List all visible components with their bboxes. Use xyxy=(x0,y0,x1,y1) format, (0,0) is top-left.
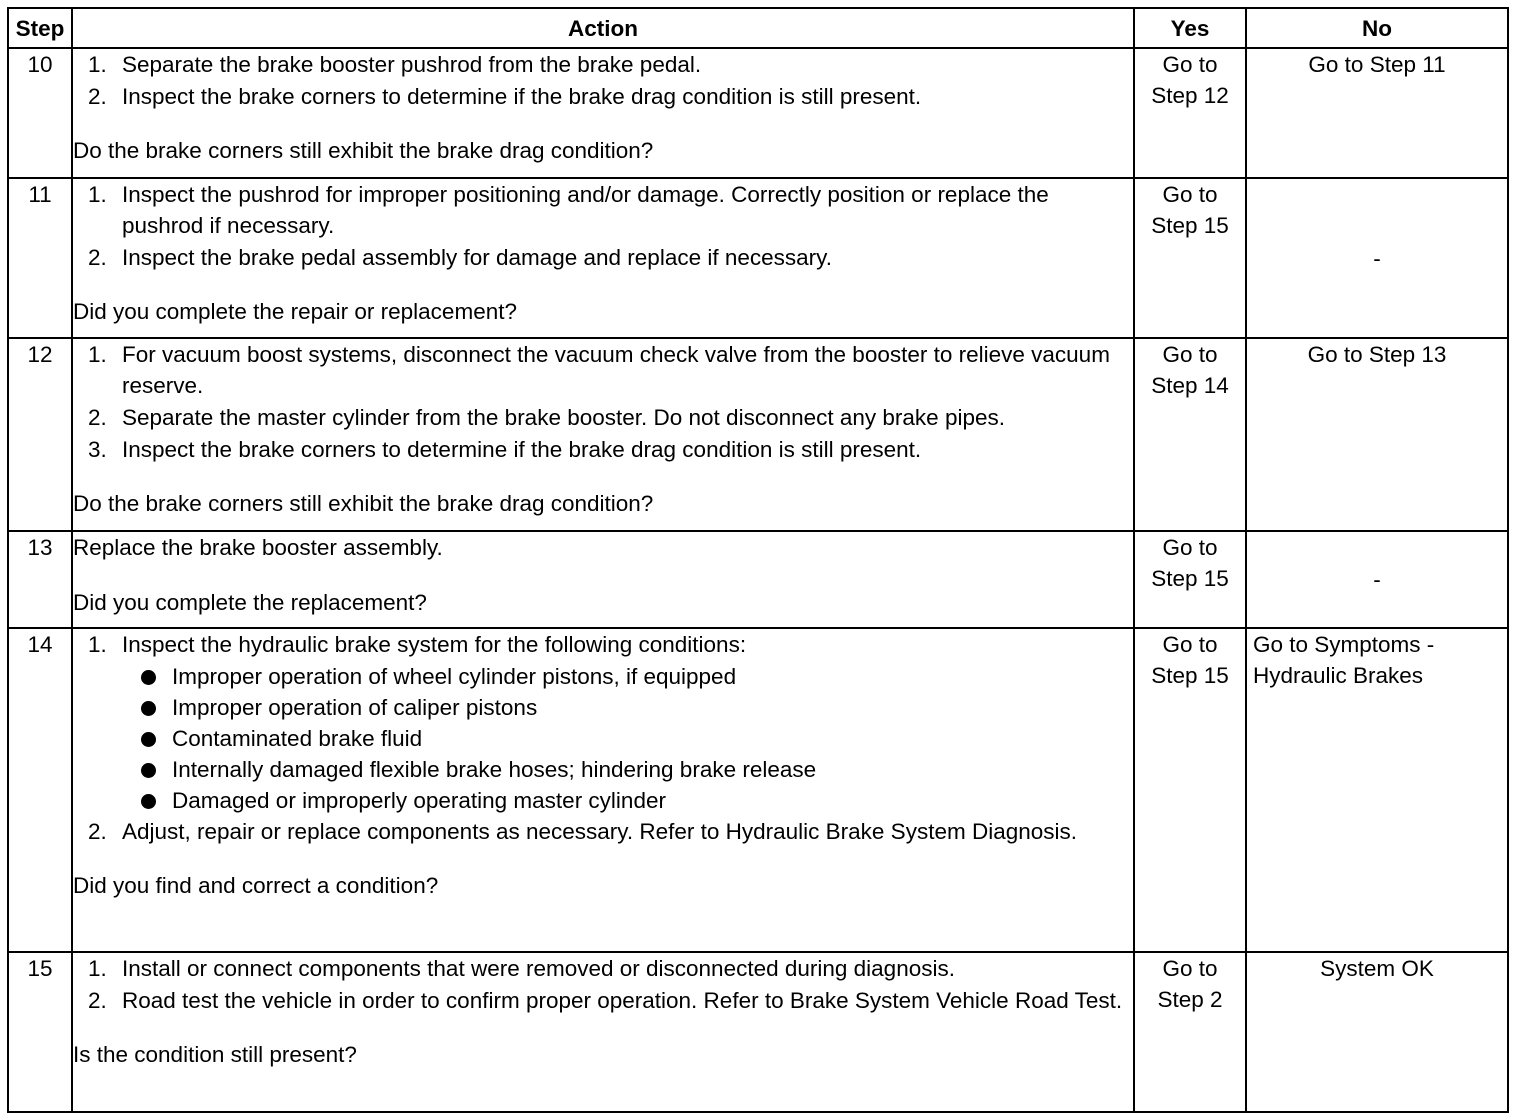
table-row xyxy=(8,628,1508,952)
question-text: Do the brake corners still exhibit the brake drag condition? xyxy=(73,138,654,163)
no-cell: Go to Symptoms - Hydraulic Brakes xyxy=(1246,628,1508,952)
header-step: Step xyxy=(8,8,72,48)
table-row xyxy=(8,531,1508,628)
list-item: 2. Separate the master cylinder from the brake booster. Do not disconnect any brake pipes. xyxy=(88,405,1005,430)
list-item: 1. Inspect the hydraulic brake system for the following conditions: xyxy=(88,632,747,657)
table-row xyxy=(8,178,1508,338)
question-text: Is the condition still present? xyxy=(73,1042,357,1067)
list-item: 1. Separate the brake booster pushrod from the brake pedal. xyxy=(88,52,702,77)
header-no: No xyxy=(1246,8,1508,48)
action-cell xyxy=(72,338,1134,531)
yes-cell: Go to Step 15 xyxy=(1134,628,1246,952)
bullet-item: Improper operation of wheel cylinder pistons, if equipped xyxy=(73,661,1133,692)
yes-cell: Go to Step 15 xyxy=(1134,531,1246,628)
action-cell xyxy=(72,48,1134,178)
bullet-item: Contaminated brake fluid xyxy=(73,723,1133,754)
action-cell xyxy=(72,952,1134,1112)
step-number: 11 xyxy=(8,178,72,338)
yes-cell: Go to Step 14 xyxy=(1134,338,1246,531)
no-cell: - xyxy=(1246,178,1508,338)
header-action: Action xyxy=(72,8,1134,48)
bullet-icon xyxy=(141,701,156,716)
action-cell xyxy=(72,531,1134,628)
yes-cell: Go to Step 12 xyxy=(1134,48,1246,178)
table-row xyxy=(8,952,1508,1112)
step-number: 15 xyxy=(8,952,72,1112)
no-cell: Go to Step 11 xyxy=(1246,48,1508,178)
bullet-icon xyxy=(141,794,156,809)
bullet-icon xyxy=(141,732,156,747)
table-row xyxy=(8,48,1508,178)
bullet-item: Improper operation of caliper pistons xyxy=(73,692,1133,723)
list-item: 2. Adjust, repair or replace components as necessary. Refer to Hydraulic Brake System Diagnosis. xyxy=(88,819,1077,844)
action-cell xyxy=(72,628,1134,952)
table-row xyxy=(8,338,1508,531)
question-text: Do the brake corners still exhibit the brake drag condition? xyxy=(73,491,654,516)
instruction-text: Replace the brake booster assembly. xyxy=(73,535,443,560)
step-number: 13 xyxy=(8,531,72,628)
step-number: 14 xyxy=(8,628,72,952)
list-item: 2. Inspect the brake corners to determine if the brake drag condition is still present. xyxy=(88,84,922,109)
step-number: 12 xyxy=(8,338,72,531)
step-number: 10 xyxy=(8,48,72,178)
list-item: 3. Inspect the brake corners to determine if the brake drag condition is still present. xyxy=(88,437,922,462)
question-text: Did you complete the replacement? xyxy=(73,590,427,615)
bullet-item: Damaged or improperly operating master cylinder xyxy=(73,785,1133,816)
bullet-icon xyxy=(141,670,156,685)
action-cell xyxy=(72,178,1134,338)
header-row xyxy=(8,8,1508,48)
yes-cell: Go to Step 15 xyxy=(1134,178,1246,338)
no-cell: - xyxy=(1246,531,1508,628)
list-item: 2. Road test the vehicle in order to confirm proper operation. Refer to Brake System Vehicle Road Test. xyxy=(88,988,1123,1013)
bullet-icon xyxy=(141,763,156,778)
list-item: 1. Inspect the pushrod for improper positioning and/or damage. Correctly position or replace the pushrod if necessary. xyxy=(88,182,1049,238)
list-item: 1. For vacuum boost systems, disconnect the vacuum check valve from the booster to relieve vacuum reserve. xyxy=(88,342,1110,398)
diagnostic-table xyxy=(7,7,1509,1113)
list-item: 2. Inspect the brake pedal assembly for damage and replace if necessary. xyxy=(88,245,832,270)
no-cell: System OK xyxy=(1246,952,1508,1112)
header-yes: Yes xyxy=(1134,8,1246,48)
bullet-item: Internally damaged flexible brake hoses; hindering brake release xyxy=(73,754,1133,785)
question-text: Did you find and correct a condition? xyxy=(73,873,439,898)
question-text: Did you complete the repair or replacement? xyxy=(73,299,517,324)
no-cell: Go to Step 13 xyxy=(1246,338,1508,531)
yes-cell: Go to Step 2 xyxy=(1134,952,1246,1112)
list-item: 1. Install or connect components that were removed or disconnected during diagnosis. xyxy=(88,956,955,981)
